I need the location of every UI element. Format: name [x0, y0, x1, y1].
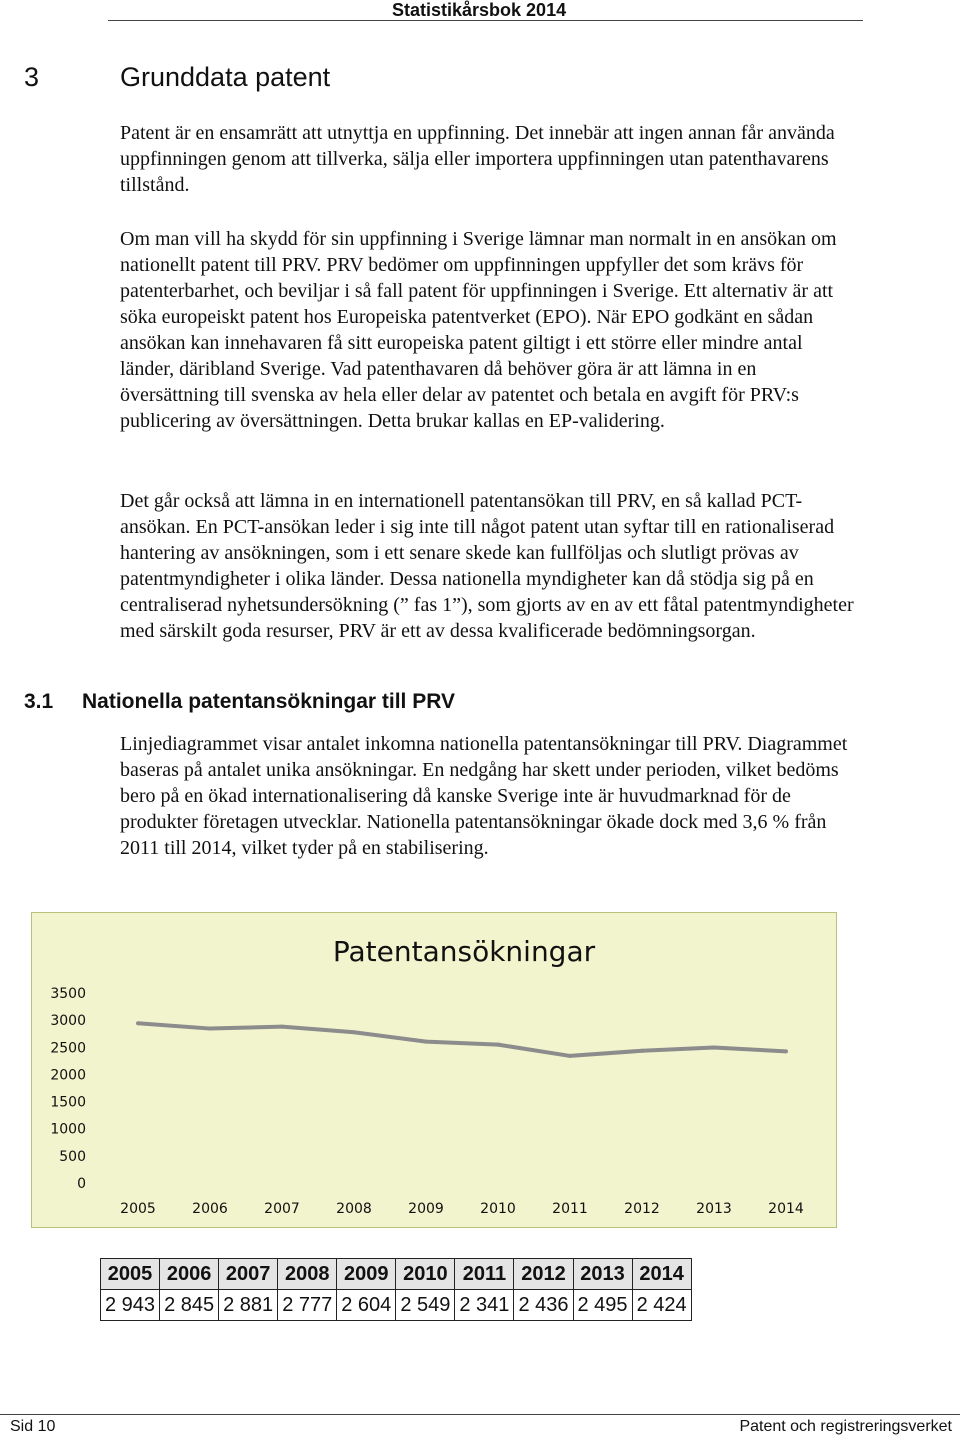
data-point — [352, 1030, 356, 1034]
paragraph-chart-description: Linjediagrammet visar antalet inkomna nationella patentansökningar till PRV. Diagrammet baseras på antalet unika ansökningar. En nedgång har skett under perioden, vilket bedöms bero på en ökad internationalisering då kanske Sverige inte är huvudmarknad för de produkter företagen utvecklar. Nationella patentansökningar ökade dock med 3,6 % från 2011 till 2014, vilket tyder på en stabilisering. — [120, 733, 848, 859]
chart-title: Patentansökningar — [332, 935, 596, 968]
line-chart — [31, 912, 837, 1228]
y-tick-label: 3000 — [50, 1013, 86, 1030]
x-tick-label: 2012 — [624, 1201, 660, 1217]
table-header-cell: 2005 — [101, 1259, 160, 1290]
x-tick-label: 2007 — [264, 1201, 300, 1217]
paragraph-pct: Det går också att lämna in en internationell patentansökan till PRV, en så kallad PCT-ansökan. En PCT-ansökan leder i sig inte till något patent utan syftar till en rationaliserad hantering av ansökningen, som i ett senare skede kan fullföljas och slutligt prövas av patentmyndigheter i olika länder. Dessa nationella myndigheter kan då stödja sig på en centraliserad nyhetsundersökning (” fas 1”), som gjorts av en av ett fåtal patentmyndigheter med särskilt goda resurser, PRV är ett av dessa kvalificerade bedömningsorgan. — [120, 490, 854, 642]
table-header-cell: 2011 — [455, 1259, 514, 1290]
data-point — [712, 1046, 716, 1050]
x-tick-label: 2014 — [768, 1201, 804, 1217]
x-tick-label: 2011 — [552, 1201, 588, 1217]
y-tick-label: 2000 — [50, 1067, 86, 1084]
header-title: Statistikårsbok 2014 — [392, 0, 567, 20]
x-tick-label: 2013 — [696, 1201, 732, 1217]
x-tick-label: 2006 — [192, 1201, 228, 1217]
table-header-cell: 2008 — [278, 1259, 337, 1290]
x-tick-label: 2009 — [408, 1201, 444, 1217]
table-cell: 2 549 — [396, 1290, 455, 1321]
section-number: 3 — [24, 62, 40, 92]
y-tick-label: 2500 — [50, 1040, 86, 1057]
page-number: Sid 10 — [10, 1418, 56, 1435]
table-header-cell: 2012 — [514, 1259, 573, 1290]
section-heading — [24, 62, 330, 93]
data-point — [496, 1043, 500, 1047]
chart-canvas — [32, 913, 838, 1229]
table-cell: 2 943 — [101, 1290, 160, 1321]
x-tick-label: 2005 — [120, 1201, 156, 1217]
table-header-cell: 2010 — [396, 1259, 455, 1290]
data-point — [784, 1049, 788, 1053]
section-title: Grunddata patent — [120, 62, 331, 92]
subsection-title: Nationella patentansökningar till PRV — [82, 690, 456, 713]
series-line — [138, 1023, 786, 1056]
subsection-heading — [24, 690, 455, 714]
y-tick-label: 3500 — [50, 986, 86, 1002]
table-cell: 2 341 — [455, 1290, 514, 1321]
table-header-cell: 2006 — [160, 1259, 219, 1290]
x-tick-label: 2008 — [336, 1201, 372, 1217]
y-tick-label: 1000 — [50, 1121, 86, 1138]
data-point — [568, 1054, 572, 1058]
table-row — [101, 1290, 692, 1321]
table-header-cell: 2009 — [337, 1259, 396, 1290]
table-cell: 2 777 — [278, 1290, 337, 1321]
footer-publisher: Patent och registreringsverket — [739, 1418, 952, 1435]
footer-rule — [0, 1414, 960, 1415]
paragraph-intro: Patent är en ensamrätt att utnyttja en uppfinning. Det innebär att ingen annan får använda uppfinningen genom att tillverka, sälja eller importera uppfinningen utan patenthavarens tillstånd. — [120, 122, 835, 196]
series-group — [136, 1021, 788, 1058]
y-tick-label: 1500 — [50, 1094, 86, 1111]
table-cell: 2 495 — [573, 1290, 632, 1321]
header-rule — [108, 20, 863, 21]
data-point — [640, 1049, 644, 1053]
y-tick-label: 0 — [77, 1176, 86, 1192]
paragraph-national-patent: Om man vill ha skydd för sin uppfinning i Sverige lämnar man normalt in en ansökan om nationellt patent till PRV. PRV bedömer om uppfinningen uppfyller det som krävs för patenterbarhet, och beviljar i så fall patent för uppfinningen i Sverige. Ett alternativ är att söka europeiskt patent hos Europeiska patentverket (EPO). När EPO godkänt en sådan ansökan kan innehavaren få sitt europeiska patent giltigt i ett större eller mindre antal länder, däribland Sverige. Vad patenthavaren då behöver göra är att lämna in en översättning till svenska av hela eller delar av patentet och betala en avgift för PRV:s publicering av översättningen. Detta brukar kallas en EP-validering. — [120, 228, 837, 432]
x-axis-labels — [120, 1201, 804, 1217]
table-cell: 2 845 — [160, 1290, 219, 1321]
y-axis-labels — [50, 986, 86, 1192]
table-cell: 2 436 — [514, 1290, 573, 1321]
subsection-number: 3.1 — [24, 690, 54, 713]
table-header-cell: 2007 — [219, 1259, 278, 1290]
data-point — [208, 1027, 212, 1031]
table-cell: 2 424 — [632, 1290, 691, 1321]
table-header-cell: 2013 — [573, 1259, 632, 1290]
table-header-row — [101, 1259, 692, 1290]
y-tick-label: 500 — [59, 1148, 86, 1165]
table-cell: 2 881 — [219, 1290, 278, 1321]
data-point — [280, 1025, 284, 1029]
table-header-cell: 2014 — [632, 1259, 691, 1290]
x-tick-label: 2010 — [480, 1201, 516, 1217]
table-cell: 2 604 — [337, 1290, 396, 1321]
data-point — [136, 1021, 140, 1025]
data-table — [100, 1258, 692, 1321]
data-point — [424, 1040, 428, 1044]
